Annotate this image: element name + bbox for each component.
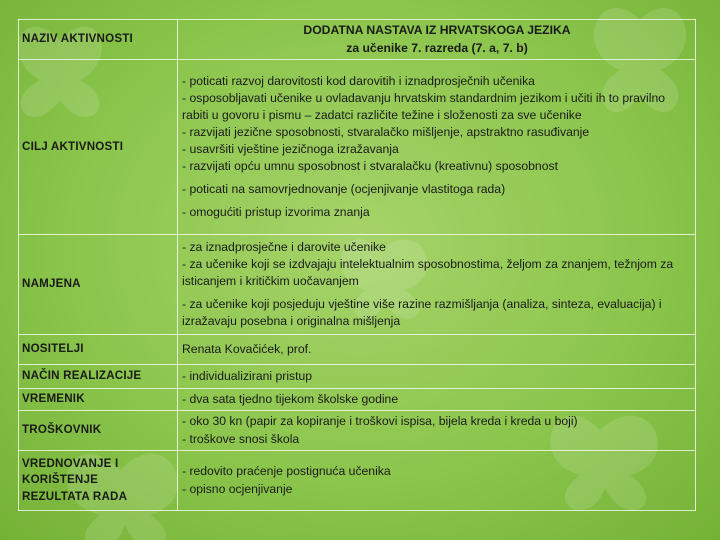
list-item: - osposobljavati učenike u ovladavanju hrvatskim standardnim jezikom i učiti ih to pravilno rabiti u govoru i pismu – zadatci različite težine i složenosti za sve učenike [182,90,665,122]
list-item: - poticati razvoj darovitosti kod darovitih i iznadprosječnih učenika [182,73,535,88]
list-item: - omogućiti pristup izvorima znanja [182,205,370,220]
activity-table [18,19,696,511]
list-item: - usavršiti vještine jezičnoga izražavanja [182,142,399,156]
title-line-2: za učenike 7. razreda (7. a, 7. b) [346,40,528,55]
row-nacin-realizacije [19,365,696,389]
vremenik-value: - dva sata tjedno tijekom školske godine [178,389,696,411]
vrednovanje-list [178,451,696,511]
list-item: - poticati na samovrjednovanje (ocjenjivanje vlastitoga rada) [182,182,506,197]
troskovnik-list [178,411,696,451]
namjena-list [178,235,696,335]
label-vrednovanje [19,451,178,511]
row-nositelji [19,335,696,365]
label-cilj-aktivnosti: CILJ AKTIVNOSTI [19,60,178,235]
list-item: - za iznadprosječne i darovite učenike [182,239,386,254]
title-line-1: DODATNA NASTAVA IZ HRVATSKOGA JEZIKA [303,23,571,38]
row-vremenik [19,389,696,411]
row-naziv [19,20,696,60]
label-line: REZULTATA RADA [22,489,128,503]
label-troskovnik: TROŠKOVNIK [19,411,178,451]
label-nacin-realizacije: NAČIN REALIZACIJE [19,365,178,389]
list-item: - oko 30 kn (papir za kopiranje i troškovi ispisa, bijela kreda i kreda u boji) [182,414,578,429]
list-item: - razvijati jezične sposobnosti, stvaralačko mišljenje, apstraktno rasuđivanje [182,124,590,139]
list-item: - za učenike koji posjeduju vještine više razine razmišljanja (analiza, sinteza, evaluacija) i izražavaju posebna i originalna mišljenja [182,297,662,329]
list-item: - razvijati opću umnu sposobnost i stvaralačku (kreativnu) sposobnost [182,159,558,174]
list-item: - opisno ocjenjivanje [182,481,293,496]
label-line: VREDNOVANJE I [22,457,119,471]
nositelji-value: Renata Kovačićek, prof. [178,335,696,365]
row-namjena [19,235,696,335]
row-troskovnik [19,411,696,451]
list-item: - troškove snosi škola [182,431,300,446]
label-vremenik: VREMENIK [19,389,178,411]
activity-title [178,20,696,60]
list-item: - redovito praćenje postignuća učenika [182,464,391,479]
label-line: KORIŠTENJE [22,473,99,487]
label-naziv-aktivnosti: NAZIV AKTIVNOSTI [19,20,178,60]
row-vrednovanje [19,451,696,511]
label-namjena: NAMJENA [19,235,178,335]
cilj-list [178,60,696,235]
label-nositelji: NOSITELJI [19,335,178,365]
nacin-value: - individualizirani pristup [178,365,696,389]
list-item: - za učenike koji se izdvajaju intelektualnim sposobnostima, željom za znanjem, težnjom za isticanjem i kritičkim uočavanjem [182,256,674,288]
row-cilj [19,60,696,235]
